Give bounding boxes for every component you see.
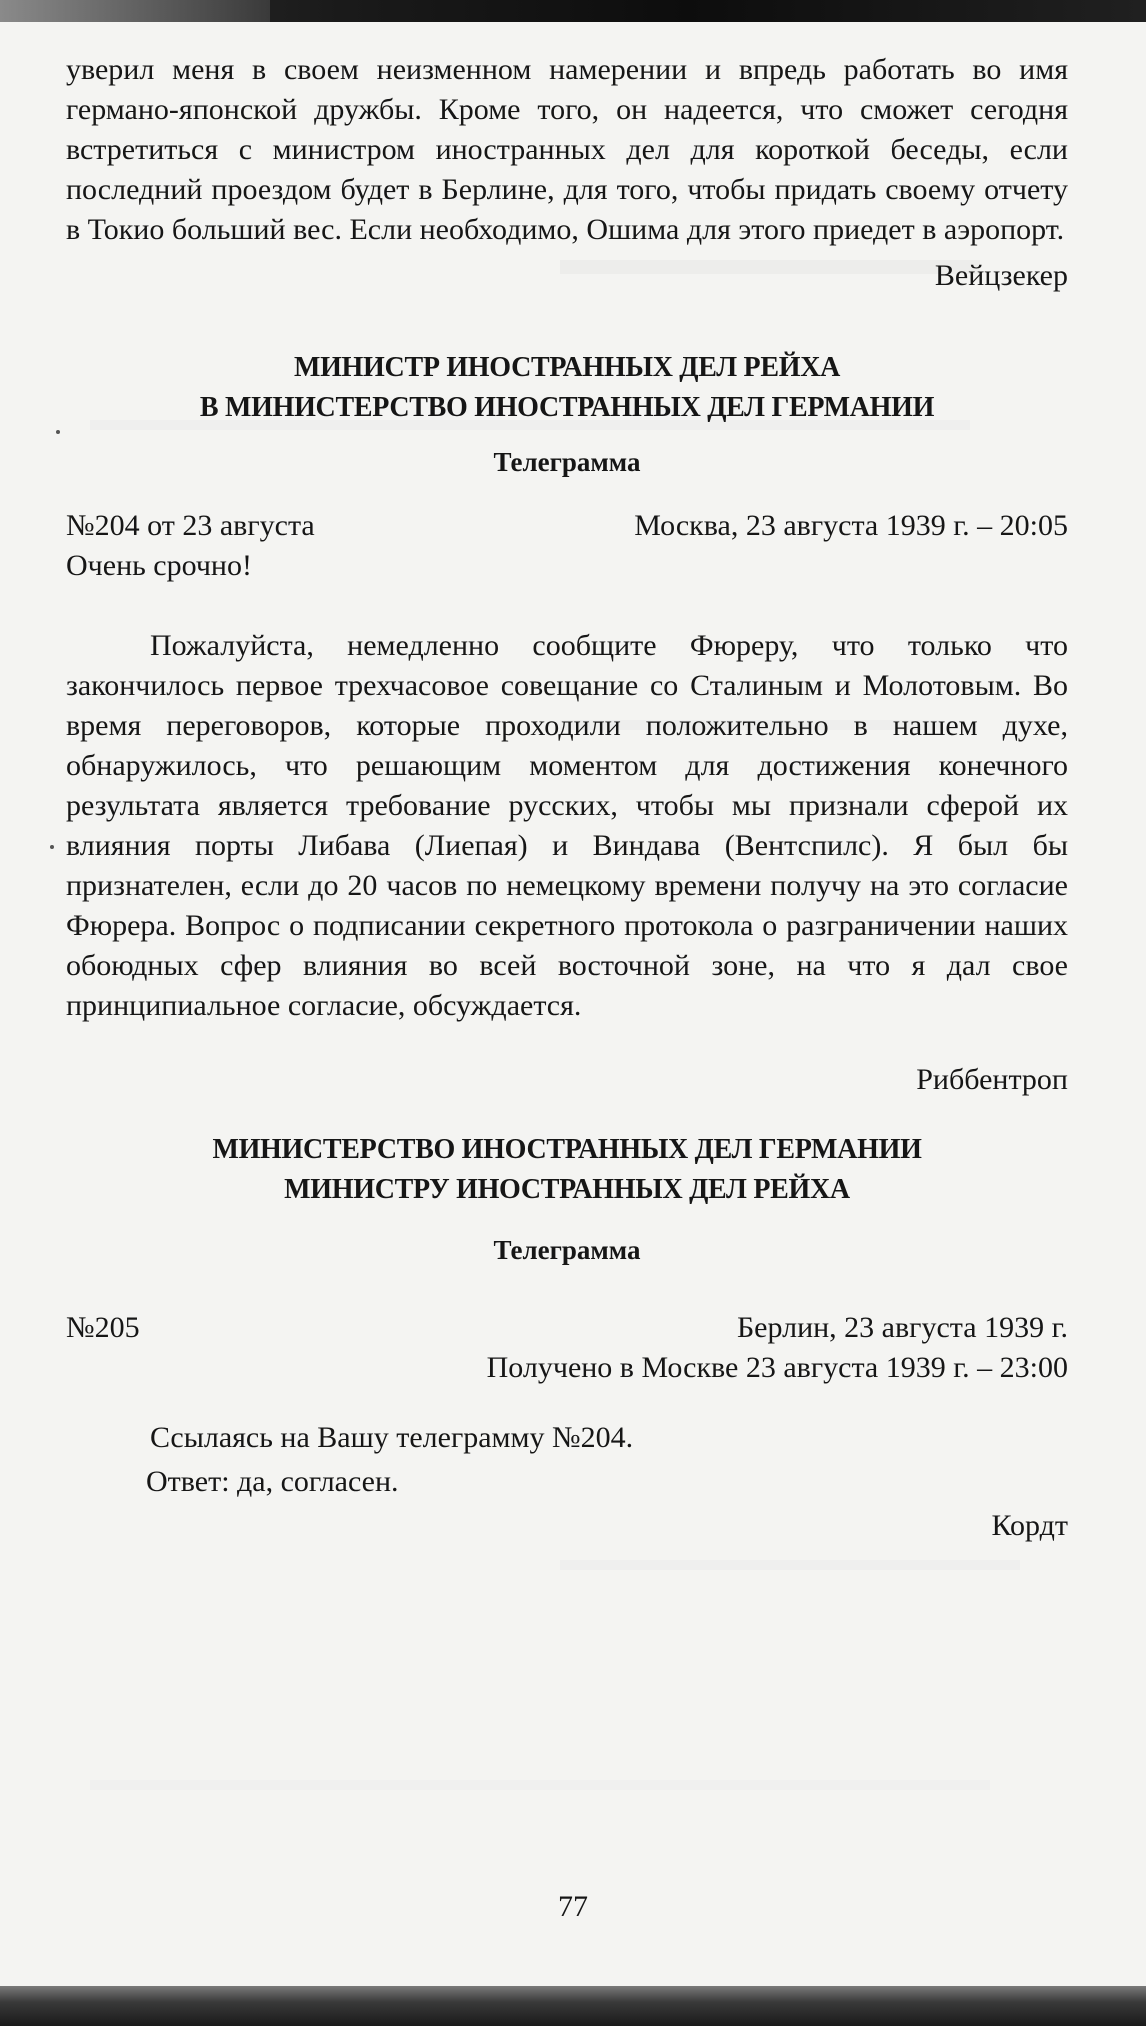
doc2-answer: Ответ: да, согласен. xyxy=(146,1465,399,1498)
intro-paragraph: уверил меня в своем неизменном намерении и впредь работать во имя германо-японской дружбы. Кроме того, он надеется, что сможет сегодня встретиться с министром иностранных дел для короткой беседы, если последний проездом будет в Берлине, для того, чтобы придать своему отчету в Токио больший вес. Если необходимо, Ошима для этого приедет в аэропорт. xyxy=(66,53,1068,246)
intro-signature: Вейцзекер xyxy=(934,259,1068,292)
doc1-heading-line2: В МИНИСТЕРСТВО ИНОСТРАННЫХ ДЕЛ ГЕРМАНИИ xyxy=(199,392,935,423)
page-number: 77 xyxy=(558,1890,588,1923)
doc2-type: Телеграмма xyxy=(493,1235,641,1265)
doc2-reference: Ссылаясь на Вашу телеграмму №204. xyxy=(150,1421,634,1454)
scan-border-bottom xyxy=(0,1986,1146,2026)
doc2-heading-line1: МИНИСТЕРСТВО ИНОСТРАННЫХ ДЕЛ ГЕРМАНИИ xyxy=(212,1134,922,1165)
doc2-heading-line2: МИНИСТРУ ИНОСТРАННЫХ ДЕЛ РЕЙХА xyxy=(284,1174,850,1205)
document-page xyxy=(66,50,1068,1546)
doc2-number: №205 xyxy=(66,1311,140,1344)
doc1-heading-line1: МИНИСТР ИНОСТРАННЫХ ДЕЛ РЕЙХА xyxy=(293,352,841,383)
scan-speck xyxy=(56,430,60,434)
doc1-place-date: Москва, 23 августа 1939 г. – 20:05 xyxy=(634,509,1068,542)
doc2-place-date: Берлин, 23 августа 1939 г. xyxy=(736,1311,1068,1344)
doc2-meta-row xyxy=(66,1308,1068,1348)
doc1-urgency: Очень срочно! xyxy=(66,549,252,582)
doc2-signature: Кордт xyxy=(991,1509,1068,1542)
doc2-received: Получено в Москве 23 августа 1939 г. – 23:00 xyxy=(486,1351,1068,1384)
doc1-number: №204 от 23 августа xyxy=(66,509,315,542)
doc1-meta-row xyxy=(66,506,1068,546)
scan-border-top-highlight xyxy=(0,0,270,22)
doc1-type: Телеграмма xyxy=(493,447,641,477)
scan-speck xyxy=(50,845,54,849)
doc1-signature: Риббентроп xyxy=(916,1063,1068,1096)
doc1-body: Пожалуйста, немедленно сообщите Фюреру, что только что закончилось первое трехчасовое совещание со Сталиным и Молотовым. Во время переговоров, которые проходили положительно в нашем духе, обнаружилось, что решающим моментом для достижения конечного результата является требование русских, чтобы мы признали сферой их влияния порты Либава (Лиепая) и Виндава (Вентспилс). Я был бы признателен, если до 20 часов по немецкому времени получу на это согласие Фюрера. Вопрос о подписании секретного протокола о разграничении наших обоюдных сфер влияния во всей восточной зоне, на что я дал свое принципиальное согласие, обсуждается. xyxy=(66,629,1068,1022)
